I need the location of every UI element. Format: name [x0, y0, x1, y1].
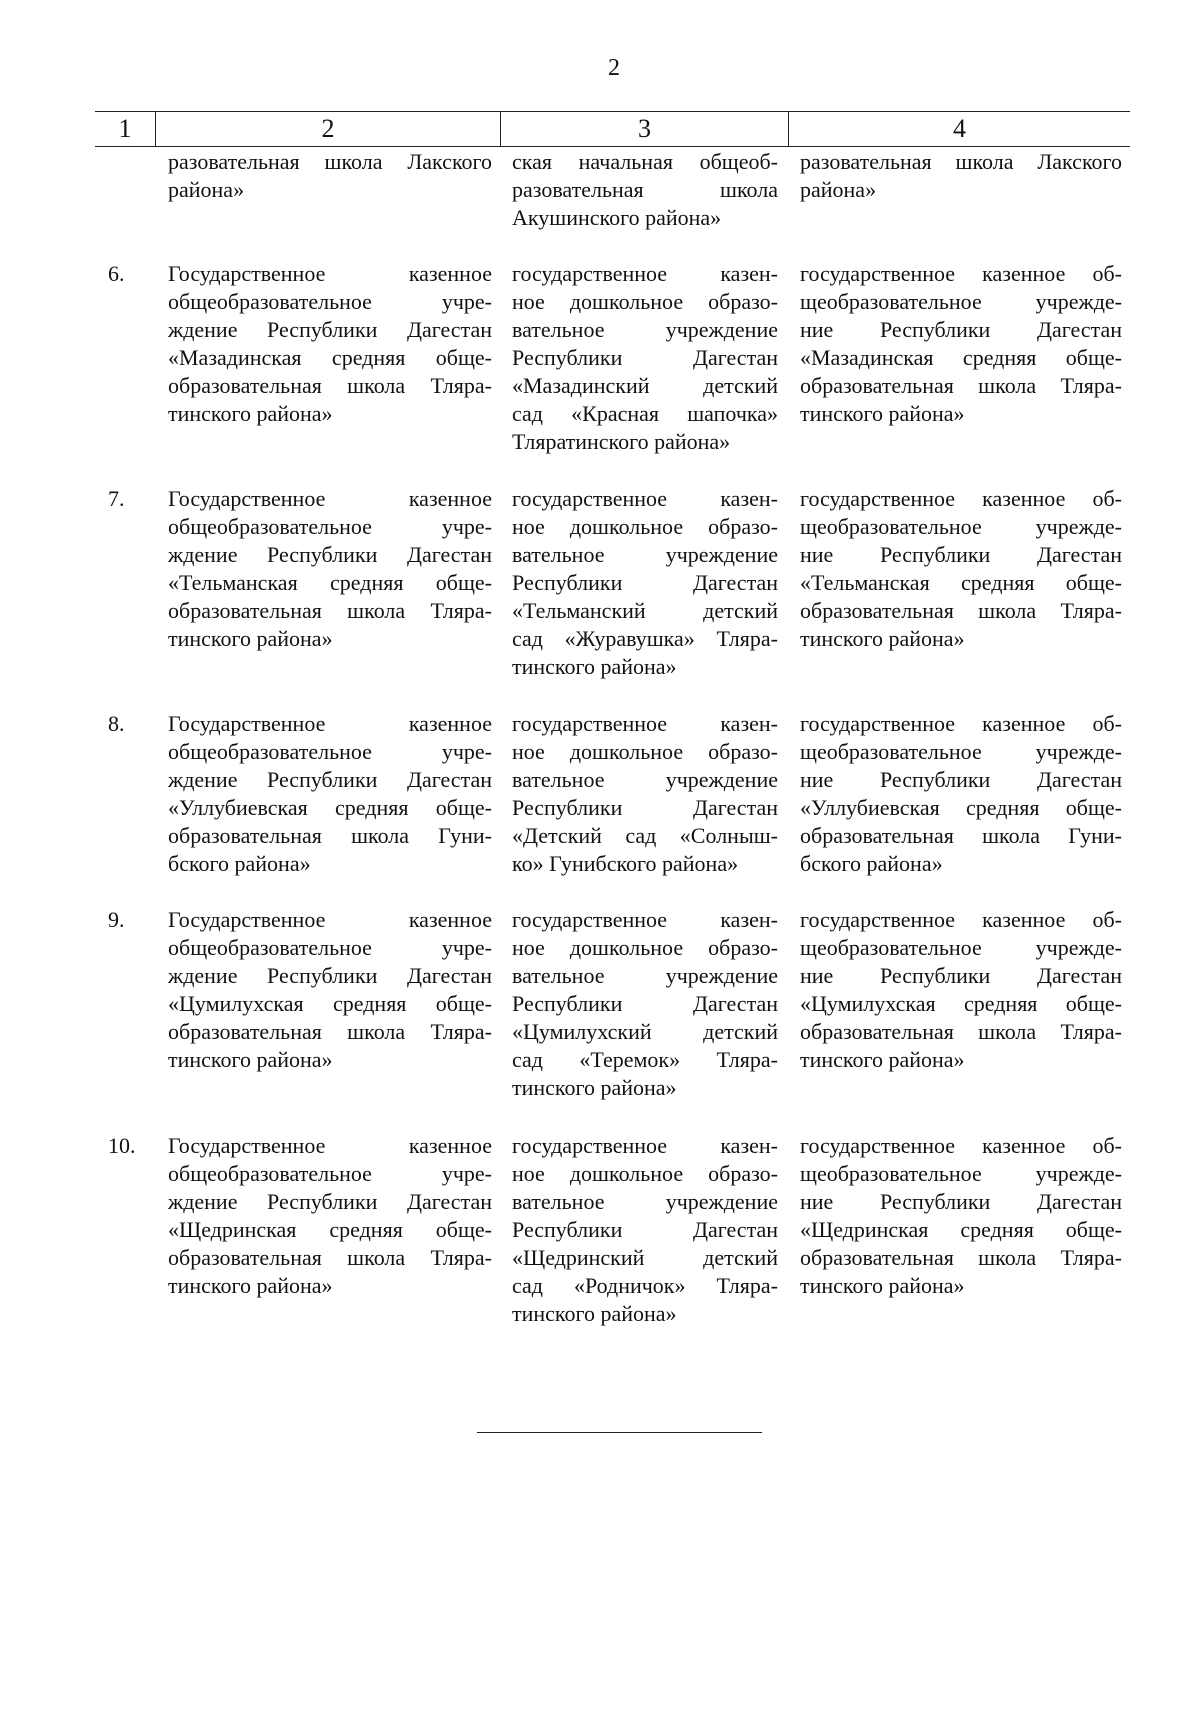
cell-text-line: образовательная школа Гуни- — [800, 823, 1122, 848]
cell-text-line: общеобразовательное учре- — [168, 935, 492, 960]
cell-text-line: государственное казенное об- — [800, 907, 1122, 932]
cell-text-line: «Мазадинский детский — [512, 373, 778, 398]
cell-text-line: сад «Родничок» Тляра- — [512, 1273, 778, 1298]
cell-text-line: ко» Гунибского района» — [512, 851, 739, 876]
cell-school-name — [168, 260, 492, 428]
column-header-4: 4 — [788, 112, 1130, 146]
column-header-2: 2 — [155, 112, 500, 146]
cell-text-line: «Уллубиевская средняя обще- — [800, 795, 1122, 820]
column-header-1: 1 — [118, 114, 132, 143]
cell-text-line: ние Республики Дагестан — [800, 317, 1122, 342]
cell-text-line: ская начальная общеоб- — [512, 149, 778, 174]
cell-text-line: «Тельманская средняя обще- — [800, 570, 1122, 595]
cell-school-name — [168, 485, 492, 653]
cell-text-line: тинского района» — [800, 626, 965, 651]
cell-text-line: ждение Республики Дагестан — [168, 542, 492, 567]
cell-kindergarten-name — [512, 260, 778, 456]
cell-school-name — [168, 906, 492, 1074]
cell-text-line: тинского района» — [512, 654, 677, 679]
cell-text-line: щеобразовательное учрежде- — [800, 289, 1122, 314]
cell-text-line: ждение Республики Дагестан — [168, 1189, 492, 1214]
column-header-3: 3 — [500, 112, 788, 146]
cell-text-line: Государственное казенное — [168, 486, 492, 511]
cell-text-line: «Тельманская средняя обще- — [168, 570, 492, 595]
cell-text-line: ное дошкольное образо- — [512, 289, 778, 314]
cell-text-line: тинского района» — [168, 401, 333, 426]
cell-text-line: Государственное казенное — [168, 907, 492, 932]
cell-kindergarten-name — [512, 906, 778, 1102]
cell-new-name — [800, 485, 1122, 653]
cell-text-line: Республики Дагестан — [512, 991, 778, 1016]
cell-text-line: вательное учреждение — [512, 317, 778, 342]
cell-text-line: тинского района» — [168, 1273, 333, 1298]
cell-text-line: Республики Дагестан — [512, 795, 778, 820]
cell-text-line: общеобразовательное учре- — [168, 289, 492, 314]
table-row — [0, 906, 1200, 1102]
cell-text-line: «Щедринская средняя обще- — [800, 1217, 1122, 1242]
table-row — [0, 1132, 1200, 1328]
cell-text-line: образовательная школа Тляра- — [168, 1245, 492, 1270]
cell-text-line: «Цумилухская средняя обще- — [168, 991, 492, 1016]
cell-text-line: общеобразовательное учре- — [168, 514, 492, 539]
cell-text-line: общеобразовательное учре- — [168, 1161, 492, 1186]
cell-new-name — [800, 906, 1122, 1074]
cell-school-name — [168, 1132, 492, 1300]
cell-text-line: ное дошкольное образо- — [512, 739, 778, 764]
cell-text-line: разовательная школа Лакского — [800, 149, 1122, 174]
cell-text-line: вательное учреждение — [512, 1189, 778, 1214]
cell-text-line: разовательная школа Лакского — [168, 149, 492, 174]
cell-text-line: вательное учреждение — [512, 963, 778, 988]
cell-text-line: образовательная школа Тляра- — [800, 373, 1122, 398]
cell-text-line: Республики Дагестан — [512, 570, 778, 595]
table-row — [0, 260, 1200, 456]
cell-new-name — [800, 710, 1122, 878]
cell-text-line: бского района» — [800, 851, 943, 876]
cell-text-line: тинского района» — [800, 1273, 965, 1298]
cell-kindergarten-name — [512, 710, 778, 878]
cell-text-line: щеобразовательное учрежде- — [800, 935, 1122, 960]
cell-kindergarten-name — [512, 485, 778, 681]
row-number: 6. — [108, 261, 125, 286]
cell-text-line: государственное казенное об- — [800, 1133, 1122, 1158]
end-divider-line — [477, 1432, 762, 1433]
cell-text-line: ное дошкольное образо- — [512, 935, 778, 960]
table-row — [0, 710, 1200, 878]
cell-text-line: ние Республики Дагестан — [800, 767, 1122, 792]
cell-text-line: образовательная школа Гуни- — [168, 823, 492, 848]
cell-text-line: ние Республики Дагестан — [800, 1189, 1122, 1214]
cell-text-line: района» — [800, 177, 877, 202]
cell-text-line: сад «Журавушка» Тляра- — [512, 626, 778, 651]
cell-text-line: государственное казенное об- — [800, 486, 1122, 511]
cell-text-line: образовательная школа Тляра- — [168, 598, 492, 623]
row-number: 7. — [108, 486, 125, 511]
cell-text-line: Республики Дагестан — [512, 345, 778, 370]
cell-text-line: общеобразовательное учре- — [168, 739, 492, 764]
cell-text-line: «Щедринская средняя обще- — [168, 1217, 492, 1242]
cell-kindergarten-name — [512, 1132, 778, 1328]
cell-school-name — [168, 148, 492, 204]
cell-new-name — [800, 148, 1122, 204]
cell-text-line: образовательная школа Тляра- — [800, 1245, 1122, 1270]
table-row-continuation — [0, 148, 1200, 232]
cell-text-line: образовательная школа Тляра- — [168, 1019, 492, 1044]
table-row — [0, 485, 1200, 681]
cell-text-line: тинского района» — [800, 1047, 965, 1072]
cell-text-line: тинского района» — [800, 401, 965, 426]
cell-text-line: «Цумилухский детский — [512, 1019, 778, 1044]
cell-text-line: государственное казен- — [512, 261, 778, 286]
cell-text-line: образовательная школа Тляра- — [800, 1019, 1122, 1044]
cell-school-name — [168, 710, 492, 878]
cell-text-line: щеобразовательное учрежде- — [800, 514, 1122, 539]
cell-text-line: сад «Красная шапочка» — [512, 401, 778, 426]
cell-text-line: Государственное казенное — [168, 711, 492, 736]
cell-text-line: ждение Республики Дагестан — [168, 767, 492, 792]
cell-text-line: государственное казен- — [512, 907, 778, 932]
cell-text-line: «Цумилухская средняя обще- — [800, 991, 1122, 1016]
cell-text-line: государственное казен- — [512, 1133, 778, 1158]
cell-text-line: образовательная школа Тляра- — [800, 598, 1122, 623]
cell-text-line: «Уллубиевская средняя обще- — [168, 795, 492, 820]
cell-text-line: Республики Дагестан — [512, 1217, 778, 1242]
page-number: 2 — [608, 55, 620, 81]
cell-text-line: района» — [168, 177, 245, 202]
cell-text-line: «Щедринский детский — [512, 1245, 778, 1270]
cell-text-line: ное дошкольное образо- — [512, 514, 778, 539]
table-header-row — [95, 111, 1130, 147]
cell-text-line: вательное учреждение — [512, 767, 778, 792]
cell-new-name — [800, 1132, 1122, 1300]
cell-text-line: щеобразовательное учрежде- — [800, 1161, 1122, 1186]
row-number: 10. — [108, 1133, 136, 1158]
row-number: 8. — [108, 711, 125, 736]
cell-text-line: бского района» — [168, 851, 311, 876]
cell-text-line: государственное казенное об- — [800, 711, 1122, 736]
cell-text-line: государственное казен- — [512, 486, 778, 511]
cell-text-line: образовательная школа Тляра- — [168, 373, 492, 398]
cell-text-line: щеобразовательное учрежде- — [800, 739, 1122, 764]
cell-text-line: сад «Теремок» Тляра- — [512, 1047, 778, 1072]
cell-text-line: ное дошкольное образо- — [512, 1161, 778, 1186]
cell-text-line: разовательная школа — [512, 177, 778, 202]
cell-text-line: ждение Республики Дагестан — [168, 963, 492, 988]
cell-text-line: ние Республики Дагестан — [800, 542, 1122, 567]
cell-text-line: тинского района» — [512, 1301, 677, 1326]
cell-text-line: «Мазадинская средняя обще- — [168, 345, 492, 370]
cell-text-line: «Детский сад «Солныш- — [512, 823, 778, 848]
row-number: 9. — [108, 907, 125, 932]
cell-text-line: Государственное казенное — [168, 1133, 492, 1158]
cell-text-line: тинского района» — [168, 626, 333, 651]
cell-text-line: вательное учреждение — [512, 542, 778, 567]
cell-text-line: ние Республики Дагестан — [800, 963, 1122, 988]
cell-text-line: Тляратинского района» — [512, 429, 731, 454]
cell-text-line: тинского района» — [512, 1075, 677, 1100]
cell-text-line: тинского района» — [168, 1047, 333, 1072]
cell-text-line: «Тельманский детский — [512, 598, 778, 623]
cell-text-line: ждение Республики Дагестан — [168, 317, 492, 342]
cell-kindergarten-name — [512, 148, 778, 232]
cell-text-line: Акушинского района» — [512, 205, 722, 230]
cell-new-name — [800, 260, 1122, 428]
cell-text-line: Государственное казенное — [168, 261, 492, 286]
cell-text-line: «Мазадинская средняя обще- — [800, 345, 1122, 370]
cell-text-line: государственное казенное об- — [800, 261, 1122, 286]
cell-text-line: государственное казен- — [512, 711, 778, 736]
